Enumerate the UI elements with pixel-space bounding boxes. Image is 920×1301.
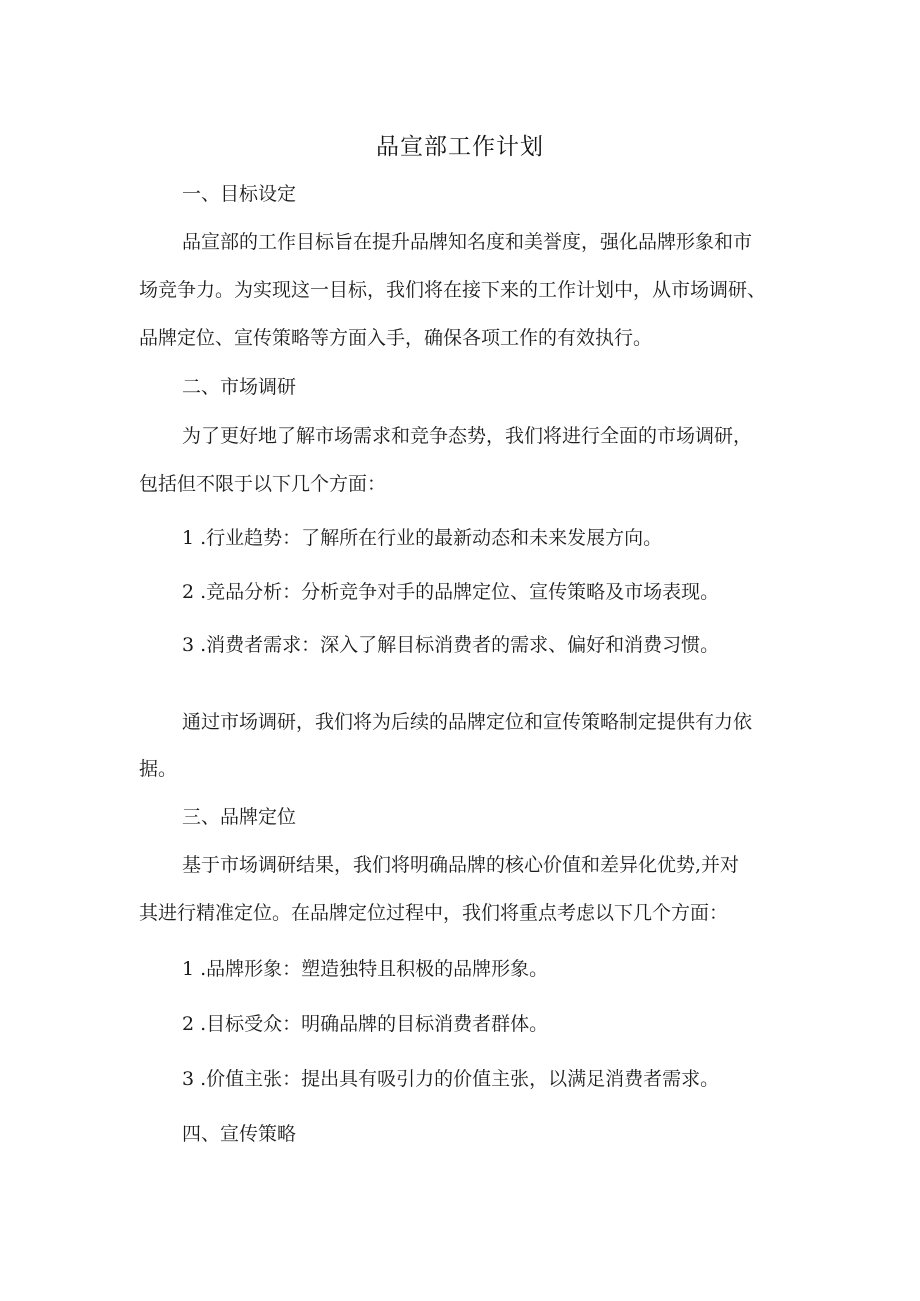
paragraph-line: 品牌定位、宣传策略等方面入手，确保各项工作的有效执行。 — [139, 327, 653, 349]
list-item: 2 .竞品分析：分析竞争对手的品牌定位、宣传策略及市场表现。 — [182, 581, 720, 603]
paragraph-line: 基于市场调研结果，我们将明确品牌的核心价值和差异化优势,并对 — [182, 854, 740, 876]
paragraph-line: 为了更好地了解市场需求和竞争态势，我们将进行全面的市场调研， — [182, 425, 753, 447]
list-item: 1 .行业趋势：了解所在行业的最新动态和未来发展方向。 — [182, 527, 663, 549]
section-heading-market-research: 二、市场调研 — [182, 376, 297, 398]
paragraph-line: 通过市场调研，我们将为后续的品牌定位和宣传策略制定提供有力依 — [182, 711, 753, 733]
document-title: 品宣部工作计划 — [376, 134, 544, 160]
paragraph-line: 其进行精准定位。在品牌定位过程中，我们将重点考虑以下几个方面： — [139, 902, 729, 924]
list-item: 3 .消费者需求：深入了解目标消费者的需求、偏好和消费习惯。 — [182, 634, 720, 656]
section-heading-promotion-strategy: 四、宣传策略 — [182, 1123, 297, 1145]
paragraph-line: 据。 — [139, 758, 178, 780]
paragraph-line: 品宣部的工作目标旨在提升品牌知名度和美誉度，强化品牌形象和市 — [182, 231, 753, 253]
section-heading-goals: 一、目标设定 — [182, 183, 297, 205]
list-item: 1 .品牌形象：塑造独特且积极的品牌形象。 — [182, 958, 549, 980]
paragraph-line: 场竞争力。为实现这一目标，我们将在接下来的工作计划中，从市场调研、 — [139, 279, 767, 301]
section-heading-brand-positioning: 三、品牌定位 — [182, 806, 297, 828]
list-item: 2 .目标受众：明确品牌的目标消费者群体。 — [182, 1013, 549, 1035]
paragraph-line: 包括但不限于以下几个方面： — [139, 473, 387, 495]
list-item: 3 .价值主张：提出具有吸引力的价值主张，以满足消费者需求。 — [182, 1068, 720, 1090]
